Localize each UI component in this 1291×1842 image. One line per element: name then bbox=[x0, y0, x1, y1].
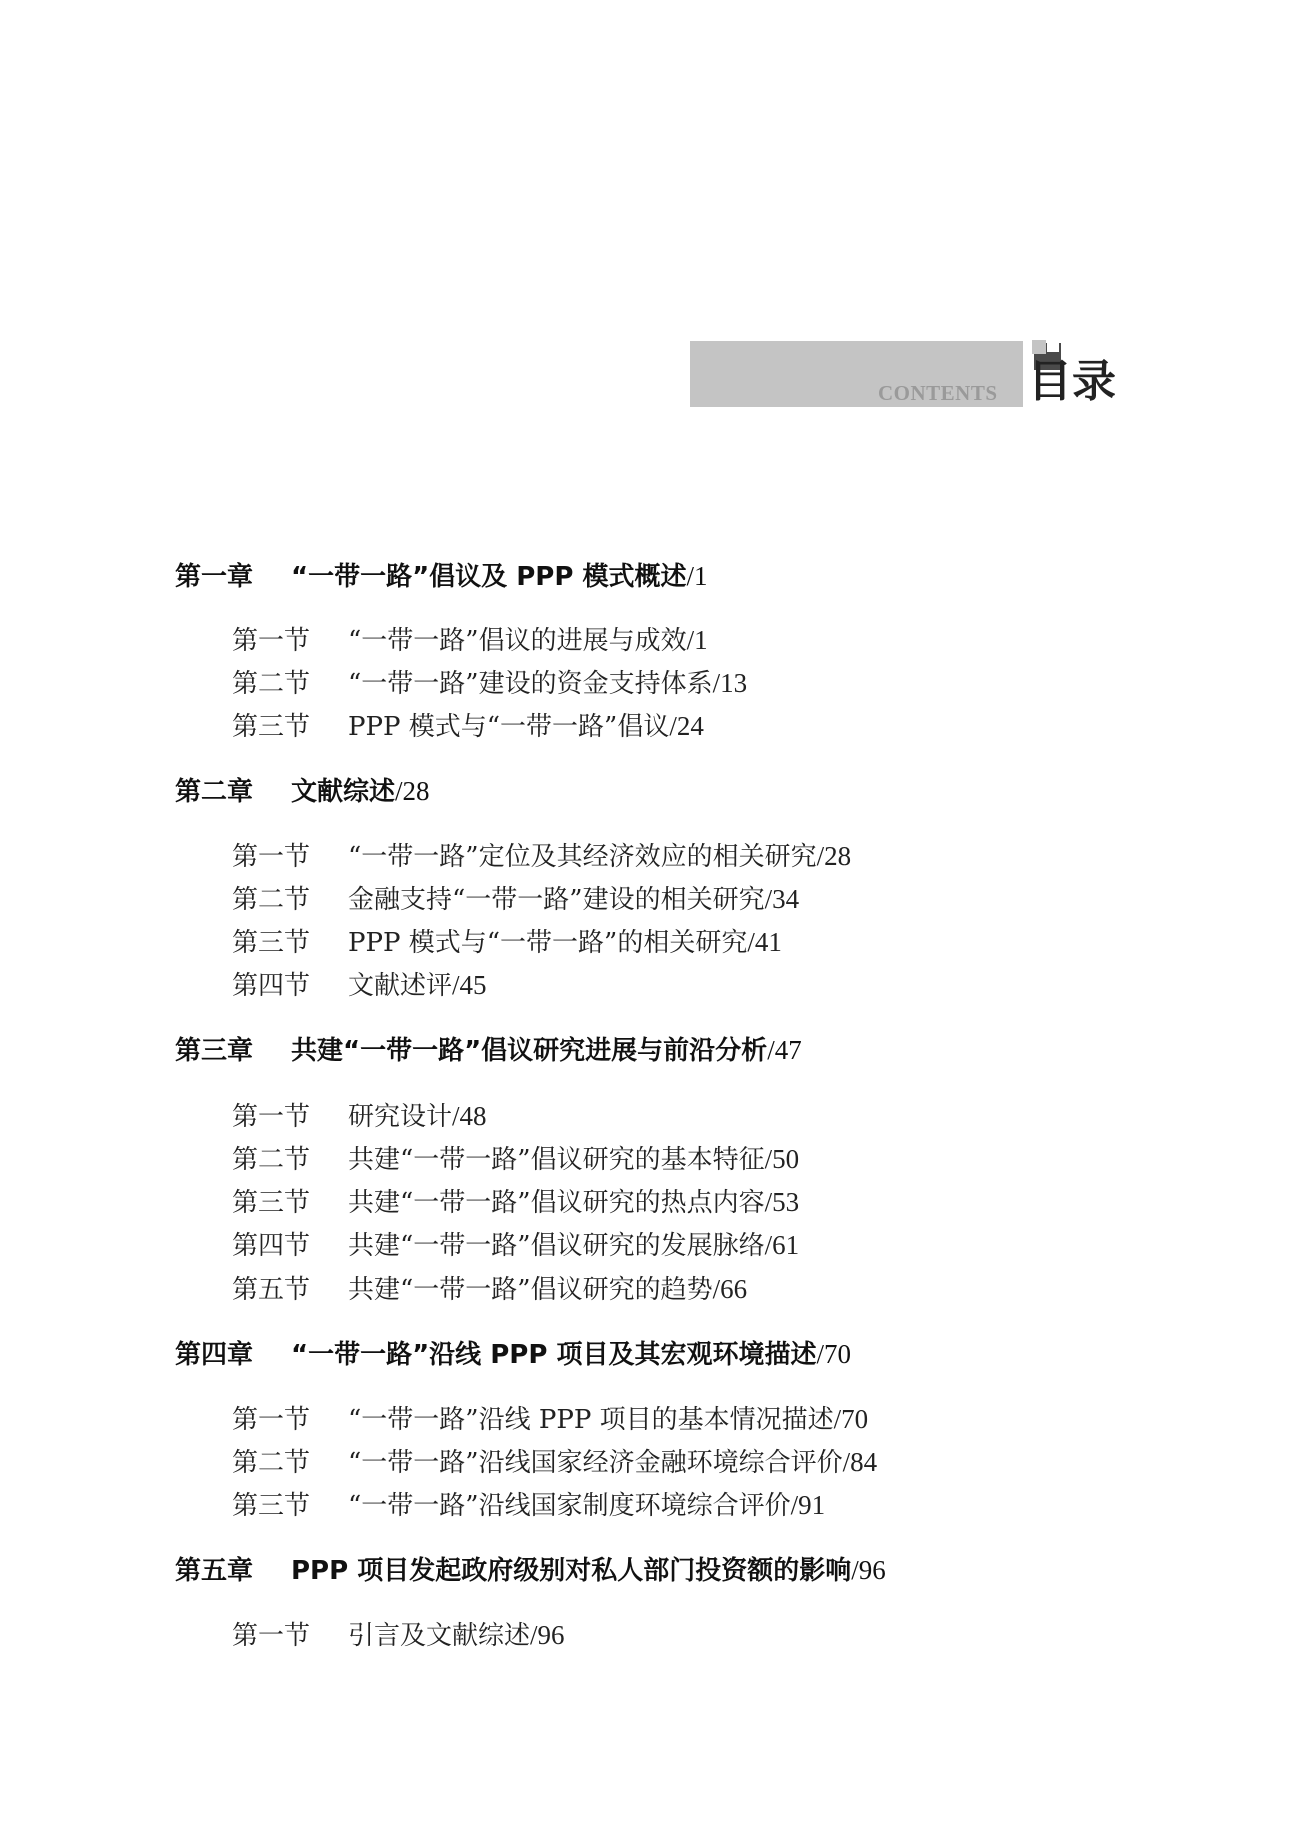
page-number: 84 bbox=[850, 1447, 878, 1477]
chapter-number: 第五章 bbox=[175, 1556, 254, 1586]
page-separator: / bbox=[452, 970, 460, 1000]
toc-chapter-entry[interactable] bbox=[175, 778, 430, 805]
page-number: 1 bbox=[693, 561, 708, 591]
page-separator: / bbox=[452, 1101, 460, 1131]
section-title: 共建“一带一路”倡议研究的发展脉络 bbox=[348, 1231, 765, 1261]
chapter-number: 第二章 bbox=[175, 777, 254, 807]
page-number: 28 bbox=[402, 776, 430, 806]
section-title: PPP 模式与“一带一路”的相关研究 bbox=[348, 928, 748, 958]
page-number: 13 bbox=[720, 668, 748, 698]
page-separator: / bbox=[767, 1035, 775, 1065]
page-number: 34 bbox=[772, 884, 800, 914]
section-title: “一带一路”沿线 PPP 项目的基本情况描述 bbox=[348, 1405, 834, 1435]
page-separator: / bbox=[764, 884, 773, 914]
page-separator: / bbox=[764, 1230, 773, 1260]
section-title: “一带一路”建设的资金支持体系 bbox=[348, 669, 713, 699]
page-number: 1 bbox=[694, 625, 708, 655]
toc-section-entry[interactable] bbox=[232, 929, 782, 956]
section-title: “一带一路”倡议的进展与成效 bbox=[348, 626, 687, 656]
section-number: 第五节 bbox=[232, 1275, 311, 1305]
toc-section-entry[interactable] bbox=[232, 670, 747, 697]
section-title: 研究设计 bbox=[348, 1102, 453, 1132]
page-number: 61 bbox=[772, 1230, 800, 1260]
page-separator: / bbox=[712, 668, 721, 698]
section-number: 第二节 bbox=[232, 885, 311, 915]
page-number: 48 bbox=[459, 1101, 487, 1131]
section-number: 第四节 bbox=[232, 1231, 311, 1261]
toc-section-entry[interactable] bbox=[232, 1232, 799, 1259]
page-number: 96 bbox=[858, 1555, 886, 1585]
toc-section-entry[interactable] bbox=[232, 1103, 487, 1130]
toc-section-entry[interactable] bbox=[232, 1622, 565, 1649]
page-separator: / bbox=[842, 1447, 851, 1477]
chapter-number: 第三章 bbox=[175, 1036, 254, 1066]
page-number: 47 bbox=[774, 1035, 802, 1065]
page-number: 70 bbox=[841, 1404, 869, 1434]
toc-section-entry[interactable] bbox=[232, 1276, 747, 1303]
toc-chapter-entry[interactable] bbox=[175, 1341, 851, 1368]
toc-section-entry[interactable] bbox=[232, 1189, 799, 1216]
toc-chapter-entry[interactable] bbox=[175, 563, 707, 590]
toc-section-entry[interactable] bbox=[232, 1146, 799, 1173]
page-number: 70 bbox=[823, 1339, 851, 1369]
section-number: 第一节 bbox=[232, 1621, 311, 1651]
page-number: 24 bbox=[676, 711, 704, 741]
page-separator: / bbox=[712, 1274, 721, 1304]
section-number: 第一节 bbox=[232, 1102, 311, 1132]
section-number: 第二节 bbox=[232, 1448, 311, 1478]
section-number: 第三节 bbox=[232, 1491, 311, 1521]
toc-section-entry[interactable] bbox=[232, 843, 851, 870]
page-separator: / bbox=[669, 711, 677, 741]
decorative-square-notch bbox=[1047, 340, 1059, 352]
section-title: PPP 模式与“一带一路”倡议 bbox=[348, 712, 670, 742]
page-separator: / bbox=[764, 1187, 773, 1217]
page-separator: / bbox=[764, 1144, 773, 1174]
toc-section-entry[interactable] bbox=[232, 713, 704, 740]
page-number: 96 bbox=[537, 1620, 565, 1650]
section-title: “一带一路”沿线国家制度环境综合评价 bbox=[348, 1491, 791, 1521]
toc-section-entry[interactable] bbox=[232, 1449, 877, 1476]
section-number: 第三节 bbox=[232, 712, 311, 742]
toc-section-entry[interactable] bbox=[232, 627, 708, 654]
chapter-number: 第一章 bbox=[175, 562, 254, 592]
section-number: 第二节 bbox=[232, 1145, 311, 1175]
page-separator: / bbox=[851, 1555, 859, 1585]
page-separator: / bbox=[747, 927, 755, 957]
chapter-title: PPP 项目发起政府级别对私人部门投资额的影响 bbox=[291, 1556, 852, 1586]
section-number: 第一节 bbox=[232, 1405, 311, 1435]
page-number: 53 bbox=[772, 1187, 800, 1217]
page-number: 45 bbox=[459, 970, 487, 1000]
toc-chapter-entry[interactable] bbox=[175, 1037, 802, 1064]
page-number: 41 bbox=[754, 927, 782, 957]
page-number: 66 bbox=[720, 1274, 748, 1304]
chapter-title: 共建“一带一路”倡议研究进展与前沿分析 bbox=[291, 1036, 768, 1066]
section-title: 文献述评 bbox=[348, 971, 453, 1001]
page-number: 50 bbox=[772, 1144, 800, 1174]
chapter-title: “一带一路”倡议及 PPP 模式概述 bbox=[291, 562, 687, 592]
section-number: 第一节 bbox=[232, 842, 311, 872]
section-title: “一带一路”沿线国家经济金融环境综合评价 bbox=[348, 1448, 843, 1478]
page-separator: / bbox=[686, 625, 695, 655]
toc-section-entry[interactable] bbox=[232, 1492, 825, 1519]
chapter-title: “一带一路”沿线 PPP 项目及其宏观环境描述 bbox=[291, 1340, 817, 1370]
page-separator: / bbox=[816, 1339, 824, 1369]
page-separator: / bbox=[395, 776, 403, 806]
section-title: 金融支持“一带一路”建设的相关研究 bbox=[348, 885, 765, 915]
page-separator: / bbox=[816, 841, 825, 871]
section-title: 引言及文献综述 bbox=[348, 1621, 531, 1651]
page-number: 28 bbox=[824, 841, 852, 871]
section-title: 共建“一带一路”倡议研究的趋势 bbox=[348, 1275, 713, 1305]
decorative-square-light bbox=[1032, 340, 1046, 354]
section-title: 共建“一带一路”倡议研究的热点内容 bbox=[348, 1188, 765, 1218]
section-number: 第三节 bbox=[232, 1188, 311, 1218]
section-number: 第四节 bbox=[232, 971, 311, 1001]
section-number: 第一节 bbox=[232, 626, 311, 656]
section-title: “一带一路”定位及其经济效应的相关研究 bbox=[348, 842, 817, 872]
toc-chapter-entry[interactable] bbox=[175, 1557, 886, 1584]
chapter-number: 第四章 bbox=[175, 1340, 254, 1370]
page-separator: / bbox=[833, 1404, 842, 1434]
chapter-title: 文献综述 bbox=[291, 777, 396, 807]
section-number: 第二节 bbox=[232, 669, 311, 699]
section-title: 共建“一带一路”倡议研究的基本特征 bbox=[348, 1145, 765, 1175]
page-separator: / bbox=[790, 1490, 799, 1520]
toc-section-entry[interactable] bbox=[232, 886, 799, 913]
contents-label: CONTENTS bbox=[878, 381, 998, 405]
page-separator: / bbox=[530, 1620, 538, 1650]
page-separator: / bbox=[686, 561, 694, 591]
page-number: 91 bbox=[798, 1490, 826, 1520]
page-title: 目录 bbox=[1028, 356, 1116, 407]
section-number: 第三节 bbox=[232, 928, 311, 958]
toc-section-entry[interactable] bbox=[232, 972, 487, 999]
toc-section-entry[interactable] bbox=[232, 1406, 868, 1433]
